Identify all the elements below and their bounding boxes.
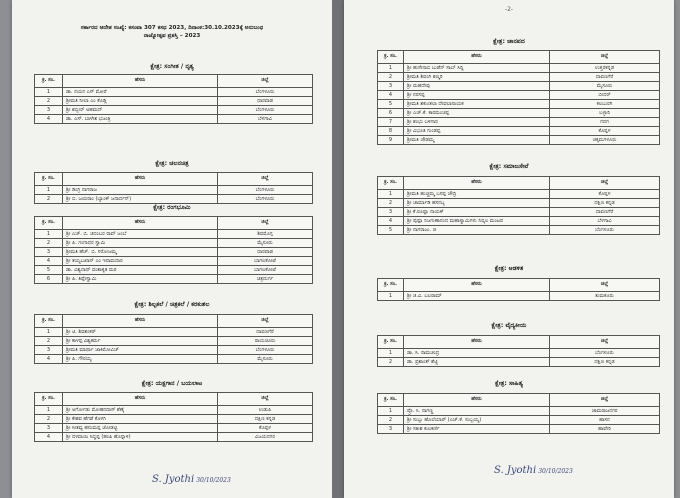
column-header-name: ಹೆಸರು <box>404 336 550 349</box>
awardee-name: ಶ್ರೀಮತಿ ಶಕುಂತಲಾ ದೇವಲಾನಾಯಕ <box>404 100 550 109</box>
column-header-name: ಹೆಸರು <box>404 51 550 64</box>
awardee-name: ಪ್ರೊ. ಸಿ. ನಾಗಣ್ಣ <box>404 407 550 416</box>
sl-number: 1 <box>378 407 404 416</box>
section-title: ಕ್ಷೇತ್ರ: ಸಮಾಜಸೇವೆ <box>489 163 529 170</box>
section-title: ಕ್ಷೇತ್ರ: ಸಾಹಿತ್ಯ <box>495 380 523 387</box>
awardee-name: ಶ್ರೀಮತಿ ಹೆಚ್. ಬಿ. ಸರೋಜಮ್ಮ <box>63 248 218 257</box>
document-page-right <box>344 0 674 498</box>
district-name: ಕಲಬುರಗಿ <box>550 100 660 109</box>
awardee-name: ಡಾ. ಪ್ರಶಾಂತ್ ಶೆಟ್ಟಿ <box>404 358 550 367</box>
district-name: ದಾವಣಗೆರೆ <box>218 328 313 337</box>
column-header-district: ಜಿಲ್ಲೆ <box>218 315 313 328</box>
order-header-line2: ರಾಜ್ಯೋತ್ಸವ ಪ್ರಶಸ್ತಿ – 2023 <box>143 33 201 39</box>
table-header-row <box>378 336 660 349</box>
sl-number: 3 <box>35 106 63 115</box>
table-row <box>35 337 313 346</box>
table-header-row <box>378 177 660 190</box>
awardee-name: ಶ್ರೀ ಜಿ.ವಿ. ಬಲರಾಮ್ <box>404 292 550 301</box>
page-binding <box>332 0 344 498</box>
section-title: ಕ್ಷೇತ್ರ: ಜಾನಪದ <box>493 38 525 45</box>
sl-number: 7 <box>378 118 404 127</box>
table-row <box>35 186 313 195</box>
awardees-table <box>377 335 660 367</box>
signature-date: 30/10/2023 <box>196 477 231 484</box>
table-row <box>378 425 660 434</box>
awardee-name: ಡಾ. ಎಸ್. ಬಾಳೇಶ ಭಜಂತ್ರಿ <box>63 115 218 124</box>
awardee-name: ಶ್ರೀ ಬಿ. ಜಯರಾಂ (ಬ್ಯಾಂಕ್ ಜನಾರ್ದನ್) <box>63 195 218 204</box>
district-name: ಚಿತ್ರದುರ್ಗ <box>218 275 313 284</box>
column-header-sl: ಕ್ರ. ಸಂ. <box>378 51 404 64</box>
section-title: ಕ್ಷೇತ್ರ: ಚಲನಚಿತ್ರ <box>155 160 189 167</box>
awardee-name: ಶ್ರೀ ಎಚ್. ಬಿ. ಚಿದಂಬರ ರಾವ್ ಜಂಬೆ <box>63 230 218 239</box>
sl-number: 3 <box>378 82 404 91</box>
awardees-table <box>34 74 313 124</box>
table-row <box>35 433 313 442</box>
sl-number: 4 <box>35 355 63 364</box>
district-name: ಬೆಂಗಳೂರು <box>218 88 313 97</box>
sl-number: 3 <box>35 346 63 355</box>
table-header-row <box>378 51 660 64</box>
district-name: ಬಾಗಲಕೋಟೆ <box>218 266 313 275</box>
signature-date: 30/10/2023 <box>538 468 573 475</box>
district-name: ಬೀದರ್ <box>550 91 660 100</box>
awardee-name: ಶ್ರೀ ಟಿ. ಶಿವಶಂಕರ್ <box>63 328 218 337</box>
awardees-table <box>377 176 660 235</box>
section-title: ಕ್ಷೇತ್ರ: ಆಡಳಿತ <box>494 265 524 272</box>
sl-number: 4 <box>378 91 404 100</box>
table-row <box>378 82 660 91</box>
awardee-name: ಶ್ರೀ ಸುಬ್ಬು ಹೊಲೆಯಾರ್ (ಎಚ್.ಕೆ. ಸುಬ್ಬಯ್ಯ) <box>404 416 550 425</box>
awardee-name: ಶ್ರೀ ನರಸಪ್ಪ <box>404 91 550 100</box>
column-header-sl: ಕ್ರ. ಸಂ. <box>35 393 63 406</box>
district-name: ಮೈಸೂರು <box>550 82 660 91</box>
column-header-district: ಜಿಲ್ಲೆ <box>218 173 313 186</box>
district-name: ಉತ್ತರಕನ್ನಡ <box>550 64 660 73</box>
column-header-district: ಜಿಲ್ಲೆ <box>550 394 660 407</box>
signature-right <box>494 465 573 476</box>
district-name: ಬೆಂಗಳೂರು <box>550 226 660 235</box>
table-row <box>35 115 313 124</box>
column-header-sl: ಕ್ರ. ಸಂ. <box>35 315 63 328</box>
awardee-name: ಶ್ರೀ ಡಿಂಗ್ರಿ ನಾಗರಾಜ <box>63 186 218 195</box>
column-header-district: ಜಿಲ್ಲೆ <box>550 279 660 292</box>
table-row <box>378 199 660 208</box>
table-row <box>378 91 660 100</box>
table-row <box>378 109 660 118</box>
awardee-name: ಶ್ರೀ ಪುಷ್ಪಾ ನಿಜಗುಣಾನಂದ ಮಹಾಸ್ವಾಮಿಗಳು ನಿಷ್ಕಲ ಮಂಟಪ <box>404 217 550 226</box>
sl-number: 5 <box>378 100 404 109</box>
table-row <box>378 407 660 416</box>
column-header-district: ಜಿಲ್ಲೆ <box>218 217 313 230</box>
table-row <box>378 358 660 367</box>
awardee-name: ಡಾ. ವಿಶ್ವನಾಥ್ ವಂಶಾಕೃತ ಮಠ <box>63 266 218 275</box>
table-row <box>35 97 313 106</box>
district-name: ಬೆಳಗಾವಿ <box>218 115 313 124</box>
table-row <box>35 275 313 284</box>
district-name: ವಿಜಯನಗರ <box>218 433 313 442</box>
table-row <box>35 257 313 266</box>
awardee-name: ಶ್ರೀ ತಯ್ಯಬಖಾನ್ ಎಂ ಇನಾಮದಾರ <box>63 257 218 266</box>
sl-number: 9 <box>378 136 404 145</box>
section-title: ಕ್ಷೇತ್ರ: ರಂಗಭೂಮಿ <box>153 204 191 211</box>
table-header-row <box>378 394 660 407</box>
awardee-name: ಶ್ರೀ ಅರ್ಗೋಡು ಮೋಹನದಾಸ್ ಶೆಣೈ <box>63 406 218 415</box>
awardee-name: ಶ್ರೀ ಪಿ. ಗಂಗಾಧರ ಸ್ವಾಮಿ <box>63 239 218 248</box>
district-name: ದಕ್ಷಿಣ ಕನ್ನಡ <box>218 415 313 424</box>
table-row <box>378 416 660 425</box>
sl-number: 2 <box>378 416 404 425</box>
table-row <box>35 406 313 415</box>
sl-number: 1 <box>378 64 404 73</box>
awardee-name: ಶ್ರೀಮತಿ ಹುಚ್ಚಮ್ಮ ಬಸಪ್ಪ ಚೌದ್ರಿ <box>404 190 550 199</box>
column-header-sl: ಕ್ರ. ಸಂ. <box>35 173 63 186</box>
awardee-name: ಶ್ರೀ ಕೇಶವ ಹೆಗಡೆ ಕೊಳಗಿ <box>63 415 218 424</box>
column-header-district: ಜಿಲ್ಲೆ <box>218 393 313 406</box>
page-number: -2- <box>504 6 514 13</box>
document-page-left <box>12 0 332 498</box>
section-title: ಕ್ಷೇತ್ರ: ಯಕ್ಷಗಾನ / ಬಯಲಾಟ <box>141 380 203 387</box>
awardees-table <box>34 314 313 364</box>
district-name: ಕೊಪ್ಪಳ <box>218 424 313 433</box>
section-title: ಕ್ಷೇತ್ರ: ಸಂಗೀತ / ನೃತ್ಯ <box>150 63 194 70</box>
awardees-table <box>34 172 313 204</box>
district-name: ಬಾಗಲಕೋಟೆ <box>218 257 313 266</box>
district-name: ಕೊಪ್ಪಳ <box>550 190 660 199</box>
sl-number: 1 <box>35 406 63 415</box>
sl-number: 3 <box>35 248 63 257</box>
district-name: ಬಳ್ಳಾರಿ <box>550 109 660 118</box>
sl-number: 4 <box>35 433 63 442</box>
sl-number: 5 <box>35 266 63 275</box>
table-row <box>378 100 660 109</box>
column-header-name: ಹೆಸರು <box>404 394 550 407</box>
awardees-table <box>377 50 660 145</box>
sl-number: 3 <box>35 424 63 433</box>
table-header-row <box>35 173 313 186</box>
table-row <box>378 217 660 226</box>
table-header-row <box>378 279 660 292</box>
section-title: ಕ್ಷೇತ್ರ: ವೈದ್ಯಕೀಯ <box>491 322 527 329</box>
column-header-name: ಹೆಸರು <box>63 393 218 406</box>
table-row <box>378 349 660 358</box>
column-header-name: ಹೆಸರು <box>63 217 218 230</box>
awardee-name: ಶ್ರೀಮತಿ ಚೌಡಮ್ಮ <box>404 136 550 145</box>
column-header-name: ಹೆಸರು <box>404 177 550 190</box>
district-name: ಮೈಸೂರು <box>218 239 313 248</box>
sl-number: 1 <box>35 230 63 239</box>
district-name: ಬೆಳಗಾವಿ <box>550 217 660 226</box>
column-header-district: ಜಿಲ್ಲೆ <box>550 336 660 349</box>
awardee-name: ಶ್ರೀಮತಿ ಮಾರ್ಥಾ ಜಾಕಿಮೋವಿಚ್ <box>63 346 218 355</box>
table-row <box>35 88 313 97</box>
sl-number: 1 <box>378 190 404 199</box>
awardee-name: ಶ್ರೀ ಕೆ.ರೂಪ್ಲಾ ನಾಯಕ್ <box>404 208 550 217</box>
district-name: ರಾಯಚೂರು <box>218 337 313 346</box>
sl-number: 1 <box>35 88 63 97</box>
awardee-name: ಶ್ರೀ ವಿಭೂತಿ ಗುಂಡಪ್ಪ <box>404 127 550 136</box>
table-row <box>378 73 660 82</box>
district-name: ದಾವಣಗೆರೆ <box>550 208 660 217</box>
table-header-row <box>35 75 313 88</box>
awardee-name: ಶ್ರೀಮತಿ ನೀಲಾ ಎಂ ಕೊಡ್ಲಿ <box>63 97 218 106</box>
column-header-district: ಜಿಲ್ಲೆ <box>218 75 313 88</box>
sl-number: 6 <box>35 275 63 284</box>
column-header-sl: ಕ್ರ. ಸಂ. <box>378 336 404 349</box>
table-header-row <box>35 393 313 406</box>
column-header-district: ಜಿಲ್ಲೆ <box>550 177 660 190</box>
table-row <box>378 118 660 127</box>
awardee-name: ಶ್ರೀ ಕಾಳಪ್ಪ ವಿಶ್ವಕರ್ಮ <box>63 337 218 346</box>
sl-number: 4 <box>35 257 63 266</box>
sl-number: 2 <box>35 239 63 248</box>
column-header-name: ಹೆಸರು <box>63 173 218 186</box>
awardee-name: ಶ್ರೀ ಎಚ್.ಕೆ. ಕಾರಮಂಚಪ್ಪ <box>404 109 550 118</box>
district-name: ಬೆಂಗಳೂರು <box>550 349 660 358</box>
sl-number: 2 <box>35 415 63 424</box>
sl-number: 4 <box>35 115 63 124</box>
awardee-name: ಶ್ರೀಮತಿ ಶಿವಂಗಿ ಶಣ್ಮರಿ <box>404 73 550 82</box>
signature-text: S. Jyothi <box>152 474 195 485</box>
table-row <box>35 328 313 337</box>
district-name: ಉಡುಪಿ <box>218 406 313 415</box>
sl-number: 2 <box>378 199 404 208</box>
signature-left <box>152 474 231 485</box>
sl-number: 1 <box>378 292 404 301</box>
awardee-name: ಶ್ರೀ ಮಹದೇವು <box>404 82 550 91</box>
sl-number: 2 <box>378 358 404 367</box>
sl-number: 3 <box>378 208 404 217</box>
district-name: ಚಾಮರಾಜನಗರ <box>550 407 660 416</box>
district-name: ಬೆಂಗಳೂರು <box>218 106 313 115</box>
district-name: ಹಾಸನ <box>550 416 660 425</box>
sl-number: 2 <box>378 73 404 82</box>
district-name: ಬೆಂಗಳೂರು <box>218 195 313 204</box>
column-header-district: ಜಿಲ್ಲೆ <box>550 51 660 64</box>
table-row <box>35 248 313 257</box>
section-title: ಕ್ಷೇತ್ರ: ಶಿಲ್ಪಕಲೆ / ಚಿತ್ರಕಲೆ / ಕರಕುಶಲ <box>134 301 210 308</box>
column-header-name: ಹೆಸರು <box>63 315 218 328</box>
sl-number: 1 <box>378 349 404 358</box>
sl-number: 2 <box>35 195 63 204</box>
awardee-name: ಶ್ರೀ ದಳವಾಯಿ ಸಿದ್ದಪ್ಪ (ಹಂಪಿ ಹೊನ್ನಾಳಿ) <box>63 433 218 442</box>
table-row <box>378 226 660 235</box>
table-row <box>378 292 660 301</box>
awardee-name: ಶ್ರೀ ಶಬ್ಬೀರ್ ಅಹಮದ್ <box>63 106 218 115</box>
sl-number: 8 <box>378 127 404 136</box>
table-row <box>35 266 313 275</box>
awardee-name: ಡಾ. ನಯನ ಎಸ್ ಮೋರೆ <box>63 88 218 97</box>
awardee-name: ಶ್ರೀ ಚಾರ್ಮಾಡಿ ಹಸನಬ್ಬ <box>404 199 550 208</box>
sl-number: 4 <box>378 217 404 226</box>
sl-number: 2 <box>35 337 63 346</box>
table-header-row <box>35 315 313 328</box>
column-header-sl: ಕ್ರ. ಸಂ. <box>35 217 63 230</box>
awardees-table <box>34 392 313 442</box>
table-row <box>35 415 313 424</box>
sl-number: 2 <box>35 97 63 106</box>
column-header-name: ಹೆಸರು <box>63 75 218 88</box>
district-name: ಬೆಂಗಳೂರು <box>218 186 313 195</box>
signature-text: S. Jyothi <box>494 465 537 476</box>
awardee-name: ಶ್ರೀ ಸೀತವ್ವ ಹನುಮಪ್ಪ ಜೋಡಟ್ಟಿ <box>63 424 218 433</box>
table-row <box>35 195 313 204</box>
column-header-name: ಹೆಸರು <box>404 279 550 292</box>
table-row <box>35 424 313 433</box>
awardees-table <box>34 216 313 284</box>
table-row <box>35 346 313 355</box>
table-row <box>35 239 313 248</box>
district-name: ಧಾರವಾಡ <box>218 248 313 257</box>
district-name: ಮೈಸೂರು <box>218 355 313 364</box>
sl-number: 1 <box>35 186 63 195</box>
column-header-sl: ಕ್ರ. ಸಂ. <box>35 75 63 88</box>
table-row <box>378 208 660 217</box>
district-name: ಶಿವಮೊಗ್ಗ <box>218 230 313 239</box>
district-name: ದಕ್ಷಿಣ ಕನ್ನಡ <box>550 199 660 208</box>
sl-number: 6 <box>378 109 404 118</box>
district-name: ಚಿಕ್ಕಮಗಳೂರು <box>550 136 660 145</box>
table-row <box>378 127 660 136</box>
awardee-name: ಶ್ರೀ ಶಂಭು ಬಳಿಗಾರ <box>404 118 550 127</box>
column-header-sl: ಕ್ರ. ಸಂ. <box>378 177 404 190</box>
table-row <box>378 64 660 73</box>
awardee-name: ಶ್ರೀ ಸತೀಶ ಕುಲಕರ್ಣಿ <box>404 425 550 434</box>
awardees-table <box>377 393 660 434</box>
sl-number: 3 <box>378 425 404 434</box>
table-row <box>35 355 313 364</box>
awardee-name: ಶ್ರೀ ಪಿ. ಗೌರಯ್ಯ <box>63 355 218 364</box>
district-name: ದಕ್ಷಿಣ ಕನ್ನಡ <box>550 358 660 367</box>
table-row <box>35 230 313 239</box>
order-header <box>30 24 314 40</box>
table-row <box>378 136 660 145</box>
district-name: ಕೊಪ್ಪಳ <box>550 127 660 136</box>
table-row <box>35 106 313 115</box>
district-name: ದಾವಣಗೆರೆ <box>550 73 660 82</box>
table-header-row <box>35 217 313 230</box>
district-name: ಬೆಂಗಳೂರು <box>218 346 313 355</box>
table-row <box>378 190 660 199</box>
awardee-name: ಶ್ರೀ ಪಿ. ತಿಪ್ಪೇಸ್ವಾಮಿ <box>63 275 218 284</box>
district-name: ಹಾವೇರಿ <box>550 425 660 434</box>
district-name: ಧಾರವಾಡ <box>218 97 313 106</box>
district-name: ತುಮಕೂರು <box>550 292 660 301</box>
awardee-name: ಡಾ. ಸಿ. ರಾಮಚಂದ್ರ <box>404 349 550 358</box>
awardee-name: ಶ್ರೀ ನಾಗರಾಜು. ಜಿ <box>404 226 550 235</box>
awardee-name: ಶ್ರೀ ಹುಸೇನಾಬಿ ಬುಡೆನ್ ಸಾಬ್ ಸಿದ್ದಿ <box>404 64 550 73</box>
order-header-line1: ಸರ್ಕಾರದ ಆದೇಶ ಸಂಖ್ಯೆ: ಕಸಂವಾ 307 ಕಸಧ 2023, ದಿನಾಂಕ:30.10.2023ಕ್ಕೆ ಅನುಬಂಧ <box>80 25 264 31</box>
awardees-table <box>377 278 660 301</box>
sl-number: 5 <box>378 226 404 235</box>
sl-number: 1 <box>35 328 63 337</box>
column-header-sl: ಕ್ರ. ಸಂ. <box>378 394 404 407</box>
column-header-sl: ಕ್ರ. ಸಂ. <box>378 279 404 292</box>
district-name: ಗದಗ <box>550 118 660 127</box>
